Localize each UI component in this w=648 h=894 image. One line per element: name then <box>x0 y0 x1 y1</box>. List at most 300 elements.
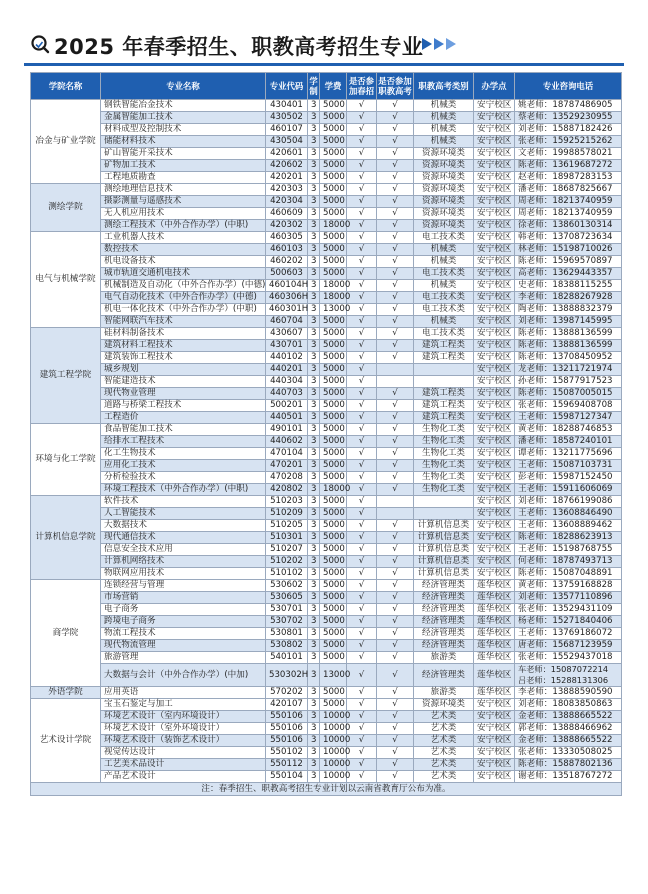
spring-enroll: √ <box>347 448 377 460</box>
major-name: 机电一体化技术（中外合作办学）(中职) <box>101 304 266 316</box>
duration: 3 <box>308 316 320 328</box>
major-name: 工程造价 <box>101 412 266 424</box>
duration: 3 <box>308 652 320 664</box>
duration: 3 <box>308 759 320 771</box>
table-row <box>31 376 622 388</box>
college-name: 外语学院 <box>31 687 101 699</box>
campus: 安宁校区 <box>474 208 515 220</box>
contact-phone <box>515 664 622 687</box>
table-row <box>31 340 622 352</box>
major-name: 建筑装饰工程技术 <box>101 352 266 364</box>
exam-category: 生物化工类 <box>414 436 474 448</box>
contact-phone: 唐老师：15687123959 <box>515 640 622 652</box>
contact-phone: 陈老师：13888136599 <box>515 340 622 352</box>
contact-phone: 陈老师：13888136599 <box>515 328 622 340</box>
spring-enroll: √ <box>347 616 377 628</box>
tuition: 5000 <box>320 340 347 352</box>
table-row <box>31 747 622 759</box>
exam-category <box>414 496 474 508</box>
spring-enroll: √ <box>347 747 377 759</box>
tuition: 5000 <box>320 268 347 280</box>
tuition: 5000 <box>320 448 347 460</box>
major-name: 城市轨道交通机电技术 <box>101 268 266 280</box>
vocational-exam: √ <box>377 352 414 364</box>
duration: 3 <box>308 124 320 136</box>
spring-enroll: √ <box>347 592 377 604</box>
exam-category: 旅游类 <box>414 687 474 699</box>
exam-category: 经济管理类 <box>414 616 474 628</box>
tuition: 5000 <box>320 376 347 388</box>
duration: 3 <box>308 160 320 172</box>
contact-phone: 王老师：13608846490 <box>515 508 622 520</box>
major-name: 食品智能加工技术 <box>101 424 266 436</box>
major-name: 材料成型及控制技术 <box>101 124 266 136</box>
vocational-exam: √ <box>377 556 414 568</box>
vocational-exam: √ <box>377 640 414 652</box>
spring-enroll: √ <box>347 112 377 124</box>
exam-category: 电工技术类 <box>414 328 474 340</box>
table-row <box>31 424 622 436</box>
vocational-exam: √ <box>377 160 414 172</box>
tuition: 13000 <box>320 664 347 687</box>
major-code: 470208 <box>266 472 308 484</box>
major-name: 应用化工技术 <box>101 460 266 472</box>
duration: 3 <box>308 496 320 508</box>
tuition: 5000 <box>320 520 347 532</box>
duration: 3 <box>308 208 320 220</box>
vocational-exam: √ <box>377 220 414 232</box>
campus: 安宁校区 <box>474 232 515 244</box>
major-name: 现代物流管理 <box>101 640 266 652</box>
duration: 3 <box>308 292 320 304</box>
tuition: 5000 <box>320 184 347 196</box>
header-cell: 是否参加职教高考 <box>377 73 414 100</box>
campus: 莲华校区 <box>474 592 515 604</box>
vocational-exam <box>377 364 414 376</box>
major-code: 420302 <box>266 220 308 232</box>
campus: 安宁校区 <box>474 771 515 783</box>
contact-phone: 周老师：18213740959 <box>515 208 622 220</box>
table-row <box>31 616 622 628</box>
duration: 3 <box>308 424 320 436</box>
exam-category: 生物化工类 <box>414 424 474 436</box>
contact-phone: 王老师：13608889462 <box>515 520 622 532</box>
vocational-exam: √ <box>377 196 414 208</box>
vocational-exam: √ <box>377 412 414 424</box>
campus: 安宁校区 <box>474 148 515 160</box>
exam-category: 资源环境类 <box>414 160 474 172</box>
table-row <box>31 208 622 220</box>
major-code: 420201 <box>266 172 308 184</box>
contact-phone: 张老师：15529437018 <box>515 652 622 664</box>
tuition: 5000 <box>320 640 347 652</box>
spring-enroll: √ <box>347 544 377 556</box>
contact-phone: 金老师：13888665522 <box>515 735 622 747</box>
duration: 3 <box>308 376 320 388</box>
table-row <box>31 556 622 568</box>
spring-enroll: √ <box>347 556 377 568</box>
campus: 安宁校区 <box>474 424 515 436</box>
table-row <box>31 352 622 364</box>
spring-enroll: √ <box>347 652 377 664</box>
exam-category: 建筑工程类 <box>414 412 474 424</box>
campus: 安宁校区 <box>474 280 515 292</box>
major-name: 道路与桥梁工程技术 <box>101 400 266 412</box>
major-code: 440602 <box>266 436 308 448</box>
major-name: 工艺美术品设计 <box>101 759 266 771</box>
major-code: 420601 <box>266 148 308 160</box>
contact-phone: 刘老师：18083850863 <box>515 699 622 711</box>
exam-category: 资源环境类 <box>414 220 474 232</box>
duration: 3 <box>308 664 320 687</box>
tuition: 5000 <box>320 699 347 711</box>
table-row <box>31 771 622 783</box>
major-name: 数控技术 <box>101 244 266 256</box>
campus: 莲华校区 <box>474 628 515 640</box>
major-name: 建筑材料工程技术 <box>101 340 266 352</box>
major-name: 现代物业管理 <box>101 388 266 400</box>
college-name: 测绘学院 <box>31 184 101 232</box>
spring-enroll: √ <box>347 196 377 208</box>
duration: 3 <box>308 112 320 124</box>
table-row <box>31 699 622 711</box>
tuition: 5000 <box>320 400 347 412</box>
vocational-exam: √ <box>377 148 414 160</box>
major-code: 490101 <box>266 424 308 436</box>
major-name: 市场营销 <box>101 592 266 604</box>
spring-enroll: √ <box>347 208 377 220</box>
major-name: 环境工程技术（中外合作办学）(中职) <box>101 484 266 496</box>
vocational-exam: √ <box>377 747 414 759</box>
vocational-exam: √ <box>377 664 414 687</box>
spring-enroll: √ <box>347 496 377 508</box>
table-row <box>31 124 622 136</box>
arrow-decoration <box>422 38 456 50</box>
duration: 3 <box>308 771 320 783</box>
major-name: 环境艺术设计（室内环境设计） <box>101 711 266 723</box>
vocational-exam: √ <box>377 268 414 280</box>
major-code: 420802 <box>266 484 308 496</box>
vocational-exam: √ <box>377 424 414 436</box>
tuition: 5000 <box>320 580 347 592</box>
contact-phone: 潘老师：18587240101 <box>515 436 622 448</box>
vocational-exam: √ <box>377 280 414 292</box>
exam-category: 建筑工程类 <box>414 352 474 364</box>
campus: 安宁校区 <box>474 220 515 232</box>
major-name: 工程地质勘查 <box>101 172 266 184</box>
exam-category: 艺术类 <box>414 711 474 723</box>
duration: 3 <box>308 711 320 723</box>
table-row <box>31 628 622 640</box>
duration: 3 <box>308 568 320 580</box>
major-code: 460202 <box>266 256 308 268</box>
campus: 安宁校区 <box>474 484 515 496</box>
phone-line: 车老师：15087072214 <box>518 664 609 674</box>
duration: 3 <box>308 364 320 376</box>
exam-category: 机械类 <box>414 112 474 124</box>
table-row <box>31 496 622 508</box>
contact-phone: 张老师：15925215262 <box>515 136 622 148</box>
major-name: 储能材料技术 <box>101 136 266 148</box>
duration: 3 <box>308 699 320 711</box>
major-name: 矿山智能开采技术 <box>101 148 266 160</box>
table-row <box>31 544 622 556</box>
vocational-exam: √ <box>377 232 414 244</box>
table-row <box>31 640 622 652</box>
duration: 3 <box>308 723 320 735</box>
table-row <box>31 388 622 400</box>
spring-enroll: √ <box>347 388 377 400</box>
campus: 安宁校区 <box>474 256 515 268</box>
contact-phone: 彭老师：15987152450 <box>515 472 622 484</box>
header-cell: 专业代码 <box>266 73 308 100</box>
table-row <box>31 484 622 496</box>
tuition: 5000 <box>320 328 347 340</box>
duration: 3 <box>308 388 320 400</box>
tuition: 5000 <box>320 424 347 436</box>
tuition: 5000 <box>320 136 347 148</box>
vocational-exam: √ <box>377 136 414 148</box>
duration: 3 <box>308 196 320 208</box>
major-code: 440703 <box>266 388 308 400</box>
exam-category: 电工技术类 <box>414 292 474 304</box>
major-code: 550106 <box>266 723 308 735</box>
duration: 3 <box>308 580 320 592</box>
exam-category: 计算机信息类 <box>414 556 474 568</box>
duration: 3 <box>308 220 320 232</box>
major-code: 430504 <box>266 136 308 148</box>
major-name: 软件技术 <box>101 496 266 508</box>
header-cell: 办学点 <box>474 73 515 100</box>
vocational-exam: √ <box>377 652 414 664</box>
header <box>24 28 624 68</box>
duration: 3 <box>308 472 320 484</box>
tuition: 10000 <box>320 759 347 771</box>
tuition: 5000 <box>320 388 347 400</box>
major-name: 物联网应用技术 <box>101 568 266 580</box>
vocational-exam: √ <box>377 484 414 496</box>
tuition: 10000 <box>320 747 347 759</box>
vocational-exam <box>377 508 414 520</box>
campus: 安宁校区 <box>474 556 515 568</box>
campus: 安宁校区 <box>474 304 515 316</box>
campus: 安宁校区 <box>474 544 515 556</box>
spring-enroll: √ <box>347 280 377 292</box>
vocational-exam: √ <box>377 699 414 711</box>
duration: 3 <box>308 172 320 184</box>
contact-phone: 王老师：15911606069 <box>515 484 622 496</box>
tuition: 5000 <box>320 652 347 664</box>
campus: 安宁校区 <box>474 160 515 172</box>
table-row <box>31 580 622 592</box>
campus: 安宁校区 <box>474 723 515 735</box>
duration: 3 <box>308 544 320 556</box>
table-row <box>31 160 622 172</box>
duration: 3 <box>308 616 320 628</box>
table-body <box>31 100 622 783</box>
table-row <box>31 256 622 268</box>
contact-phone: 林老师：15198710026 <box>515 244 622 256</box>
major-name: 机电设备技术 <box>101 256 266 268</box>
spring-enroll: √ <box>347 328 377 340</box>
major-code: 440501 <box>266 412 308 424</box>
table-row <box>31 196 622 208</box>
enrollment-table <box>30 72 622 796</box>
tuition: 5000 <box>320 472 347 484</box>
spring-enroll: √ <box>347 424 377 436</box>
table-row <box>31 711 622 723</box>
table-row <box>31 280 622 292</box>
contact-phone: 刘老师：15887182426 <box>515 124 622 136</box>
tuition: 18000 <box>320 280 347 292</box>
contact-phone: 郭老师：13888466962 <box>515 723 622 735</box>
table-row <box>31 304 622 316</box>
campus: 安宁校区 <box>474 448 515 460</box>
spring-enroll: √ <box>347 699 377 711</box>
vocational-exam: √ <box>377 604 414 616</box>
table-row <box>31 592 622 604</box>
vocational-exam: √ <box>377 472 414 484</box>
exam-category: 电工技术类 <box>414 232 474 244</box>
tuition: 5000 <box>320 412 347 424</box>
table-row <box>31 172 622 184</box>
duration: 3 <box>308 628 320 640</box>
spring-enroll: √ <box>347 568 377 580</box>
duration: 3 <box>308 687 320 699</box>
spring-enroll: √ <box>347 256 377 268</box>
table-row <box>31 400 622 412</box>
tuition: 5000 <box>320 160 347 172</box>
campus: 安宁校区 <box>474 352 515 364</box>
spring-enroll: √ <box>347 136 377 148</box>
contact-phone: 金老师：13888665522 <box>515 711 622 723</box>
table-row <box>31 687 622 699</box>
duration: 3 <box>308 556 320 568</box>
exam-category: 建筑工程类 <box>414 388 474 400</box>
spring-enroll: √ <box>347 244 377 256</box>
contact-phone: 陈老师：18288623913 <box>515 532 622 544</box>
campus: 安宁校区 <box>474 244 515 256</box>
header-cell: 学院名称 <box>31 73 101 100</box>
campus: 安宁校区 <box>474 100 515 112</box>
header-cell: 学制 <box>308 73 320 100</box>
exam-category: 经济管理类 <box>414 592 474 604</box>
major-code: 510102 <box>266 568 308 580</box>
major-name: 城乡规划 <box>101 364 266 376</box>
spring-enroll: √ <box>347 232 377 244</box>
table-row <box>31 148 622 160</box>
major-code: 460609 <box>266 208 308 220</box>
spring-enroll: √ <box>347 759 377 771</box>
major-code: 430401 <box>266 100 308 112</box>
duration: 3 <box>308 256 320 268</box>
spring-enroll: √ <box>347 711 377 723</box>
vocational-exam: √ <box>377 628 414 640</box>
spring-enroll: √ <box>347 400 377 412</box>
table-row <box>31 316 622 328</box>
duration: 3 <box>308 340 320 352</box>
table-row <box>31 244 622 256</box>
spring-enroll: √ <box>347 124 377 136</box>
vocational-exam: √ <box>377 735 414 747</box>
vocational-exam: √ <box>377 304 414 316</box>
exam-category: 机械类 <box>414 280 474 292</box>
campus: 安宁校区 <box>474 340 515 352</box>
contact-phone: 张老师：15969408708 <box>515 400 622 412</box>
exam-category: 经济管理类 <box>414 628 474 640</box>
exam-category: 机械类 <box>414 100 474 112</box>
exam-category: 艺术类 <box>414 747 474 759</box>
title-divider <box>24 63 624 66</box>
table-row <box>31 723 622 735</box>
duration: 3 <box>308 508 320 520</box>
spring-enroll: √ <box>347 472 377 484</box>
header-cell: 学费 <box>320 73 347 100</box>
major-name: 应用英语 <box>101 687 266 699</box>
duration: 3 <box>308 352 320 364</box>
tuition: 5000 <box>320 568 347 580</box>
major-name: 信息安全技术应用 <box>101 544 266 556</box>
exam-category <box>414 508 474 520</box>
exam-category: 艺术类 <box>414 723 474 735</box>
spring-enroll: √ <box>347 268 377 280</box>
major-name: 大数据与会计（中外合作办学）(中加) <box>101 664 266 687</box>
duration: 3 <box>308 448 320 460</box>
campus: 安宁校区 <box>474 711 515 723</box>
major-code: 550106 <box>266 735 308 747</box>
tuition: 5000 <box>320 196 347 208</box>
major-code: 530602 <box>266 580 308 592</box>
duration: 3 <box>308 304 320 316</box>
table-row <box>31 364 622 376</box>
campus: 安宁校区 <box>474 328 515 340</box>
tuition: 5000 <box>320 460 347 472</box>
table-row <box>31 520 622 532</box>
vocational-exam: √ <box>377 184 414 196</box>
contact-phone: 张老师：13529431109 <box>515 604 622 616</box>
page-title: 2025 年春季招生、职教高考招生专业 <box>54 35 424 59</box>
major-name: 分析检验技术 <box>101 472 266 484</box>
vocational-exam: √ <box>377 100 414 112</box>
tuition: 5000 <box>320 172 347 184</box>
header-cell: 是否参加春招 <box>347 73 377 100</box>
spring-enroll: √ <box>347 723 377 735</box>
campus: 安宁校区 <box>474 196 515 208</box>
campus: 安宁校区 <box>474 460 515 472</box>
tuition: 18000 <box>320 292 347 304</box>
college-name: 计算机信息学院 <box>31 496 101 580</box>
duration: 3 <box>308 100 320 112</box>
duration: 3 <box>308 268 320 280</box>
vocational-exam: √ <box>377 723 414 735</box>
exam-category: 艺术类 <box>414 735 474 747</box>
college-name: 环境与化工学院 <box>31 424 101 496</box>
table-row <box>31 292 622 304</box>
major-code: 460704 <box>266 316 308 328</box>
contact-phone: 王老师：15198768755 <box>515 544 622 556</box>
vocational-exam <box>377 376 414 388</box>
spring-enroll: √ <box>347 771 377 783</box>
campus: 安宁校区 <box>474 376 515 388</box>
major-code: 510205 <box>266 520 308 532</box>
major-name: 跨境电子商务 <box>101 616 266 628</box>
contact-phone: 陈老师：15969570897 <box>515 256 622 268</box>
major-code: 530605 <box>266 592 308 604</box>
spring-enroll: √ <box>347 316 377 328</box>
table-row <box>31 652 622 664</box>
exam-category: 生物化工类 <box>414 448 474 460</box>
major-name: 产品艺术设计 <box>101 771 266 783</box>
